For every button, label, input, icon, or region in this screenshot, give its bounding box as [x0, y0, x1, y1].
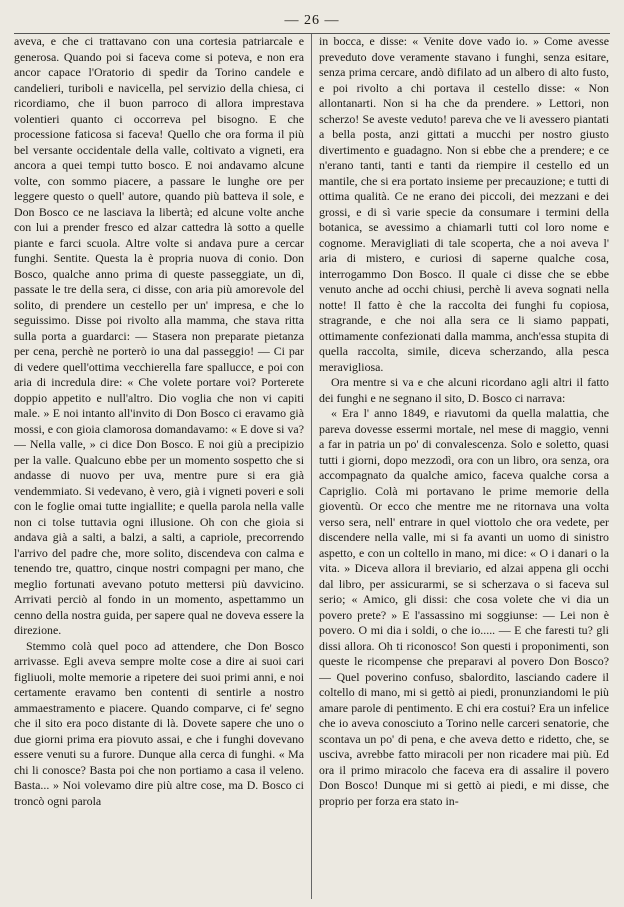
page-header — [14, 12, 610, 30]
right-column — [319, 34, 609, 899]
column-divider — [311, 34, 312, 899]
left-column — [14, 34, 304, 899]
paragraph: aveva, e che ci trattavano con una cortesia patriarcale e generosa. Quando poi si faceva come si poteva, e non era ancor capace l'Oratorio di spedir da Torino candele e candelieri, turiboli e navicella, pel servizio della chiesa, ci ricordiamo, che il buon parroco di allora imprestava volentieri quanto ci occorreva pel bisogno. E che processione faticosa si faceva! Quello che ora forma il più bel versante occidentale della valle, coltivato a vigneti, era ancora a quei tempi tutto bosco. E noi andavamo alcune volte, con sommo piacere, a passare le lunghe ore per leggere questo o quell' autore, quando più batteva il sole, e Don Bosco ce ne lasciava la libertà; ed alcune volte anche con lui a prender fresco ed alzar cattedra là sotto a quelle piante e farci scuola. Altre volte si andava pure a cercar funghi. Sentite. Questa la è propria nuova di conio. Don Bosco, qualche anno prima di queste passeggiate, un dì, passate le tre della sera, ci disse, con aria più amorevole del solito, di prendere un cestello per un' impresa, e che lo seguissimo. Disse poi rivolto alla mamma, che stava ritta sulla porta a guardarci: — Stasera non preparate pietanza per cena, perchè ne porterò io una dal passeggio! — Ci par di vedere quell'ottima vecchierella fare spallucce, e poi con aria di incredula dire: « Che volete portare voi? Porterete doppio appetito e null'altro. Dio voglia che non vi capiti male. » E noi intanto all'invito di Don Bosco ci eravamo già mossi, e con gioia clamorosa domandavamo: « E dove si va? — Nella valle, » ci dice Don Bosco. E noi giù a precipizio per la valle. Qualcuno ebbe per un momento sospetto che si andasse di nuovo per uva, mentre pure si era già vendemmiato. Si vedevano, è vero, già i vigneti poveri e soli con le foglie omai tutte ingiallite; e quella parola nella valle non ci tolse tuttavia ogni illusione. Oh con che gioia si andava già a salti, a balzi, a salti, a capriole, precorrendo l'arrivo del padre che, more solito, discendeva con calma e tenendo tre, quattro, cinque nostri compagni per mano, che meglio fortunati avevano potuto mettersi più davvicino. Arrivati perciò al fondo in un momento, aspettammo un cenno della nostra guida, per sapere qual ne doveva essere la direzione. — [14, 34, 304, 637]
paragraph: « Era l' anno 1849, e riavutomi da quella malattia, che pareva dovesse essermi mortale, nel mese di maggio, venni a far in patria un po' di convalescenza. Solo e soletto, quasi tutti i giorni, dopo mezzodì, ora con un libro, ora senza, ora accompagnato da qualche amico, faceva qualche corsa a Capriglio. Colà mi portavano le prime memorie della gioventù. Or ecco che mentre me ne ritornava una volta verso sera, nell' entrare in quel viottolo che ora vedete, per discendere nella valle, mi si fa avanti un uomo di sinistro aspetto, e con un coltello in mano, mi dice: « O i danari o la vita. » Diceva allora il breviario, ed alzai appena gli occhi dal libro, per assicurarmi, se si scherzava o si faceva sul serio; « Amico, gli dissi: che cosa volete che vi dia un povero prete? » E l'assassino mi soggiunse: — Lei non è povero. O mi dia i soldi, o che io..... — E che faresti tu? gli dissi allora. Oh ti riconosco! Son questi i proponimenti, son queste le ricompense che preparavi al povero Don Bosco? — Quel poverino confuso, sbalordito, lasciando cadere il coltello di mano, mi si gettò ai piedi, pronunziandomi le più amare parole di pentimento. E chi era costui? Era un infelice che io aveva conosciuto a Torino nelle carceri senatorie, che scontava un po' di pena, e che aveva detto e ridetto, che, se usciva, avrebbe fatto miracoli per non ricadere mai più. Ed ora il primo miracolo che faceva era di assalire il povero Don Bosco! Dunque mi si gettò ai piedi, e mi disse, che proprio per forza era stato in- — [319, 406, 609, 808]
page-number: — 26 — — [284, 13, 340, 28]
text-columns — [14, 34, 610, 899]
paragraph: Stemmo colà quel poco ad attendere, che Don Bosco arrivasse. Egli aveva sempre molte cose a dire ai suoi cari figliuoli, molte memorie a ripetere dei suoi primi anni, e noi certamente eravamo ben contenti di sentirle a nostro ammaestramento e piacere. Quando comparve, ci fe' segno che il sito era poco distante di là. Dovete sapere che uno o due giorni prima era piovuto assai, e che i funghi dovevano essere venuti su a furore. Dunque alla cerca di funghi. « Ma chi li conosce? Basta poi che non portiamo a casa il veleno. Basta... » Noi volevamo dire più altre cose, ma D. Bosco ci troncò ogni parola — [14, 638, 304, 808]
paragraph: Ora mentre si va e che alcuni ricordano agli altri il fatto dei funghi e ne segnano il sito, D. Bosco ci narrava: — [319, 375, 609, 405]
paragraph: in bocca, e disse: « Venite dove vado io. » Come avesse preveduto dove veramente stavano i funghi, senza esitare, senza prima cercare, andò difilato ad un albero di alto fusto, e poi rivolto a chi portava il cestello disse: « Non allontanarti. Non si ha che da prendere. » Lettori, non scherzo! Se aveste veduto! pareva che ve li avessero piantati a bella posta, anzi gittati a mucchi per nostro giusto divertimento e guadagno. Non si ebbe che a prendere; e ce n'erano tanti, tanti e tanti da riempire il cestello ed un mantile, che si era portato insieme per precauzione; e tutti di ottima qualità. Ce ne erano dei piccoli, dei mezzani e dei grossi, e di sì varie specie da consumare i termini della botanica, se avessimo a chiamarli tutti col loro nome e cognome. Meravigliati di tale scoperta, che a noi aveva l' aria di mistero, e curiosi di saperne qualche cosa, interrogammo Don Bosco. Il quale ci disse che se ebbe venuto anche ad occhi chiusi, perchè li aveva sognati nella notte! Il fatto è che la raccolta dei funghi fu copiosa, stragrande, e che noi alla sera ce li siamo pappati, ottimamente confezionati dalla mamma, anch'essa stupita di quella raccolta, simile, diceva scherzando, alla pesca meravigliosa. — [319, 34, 609, 374]
